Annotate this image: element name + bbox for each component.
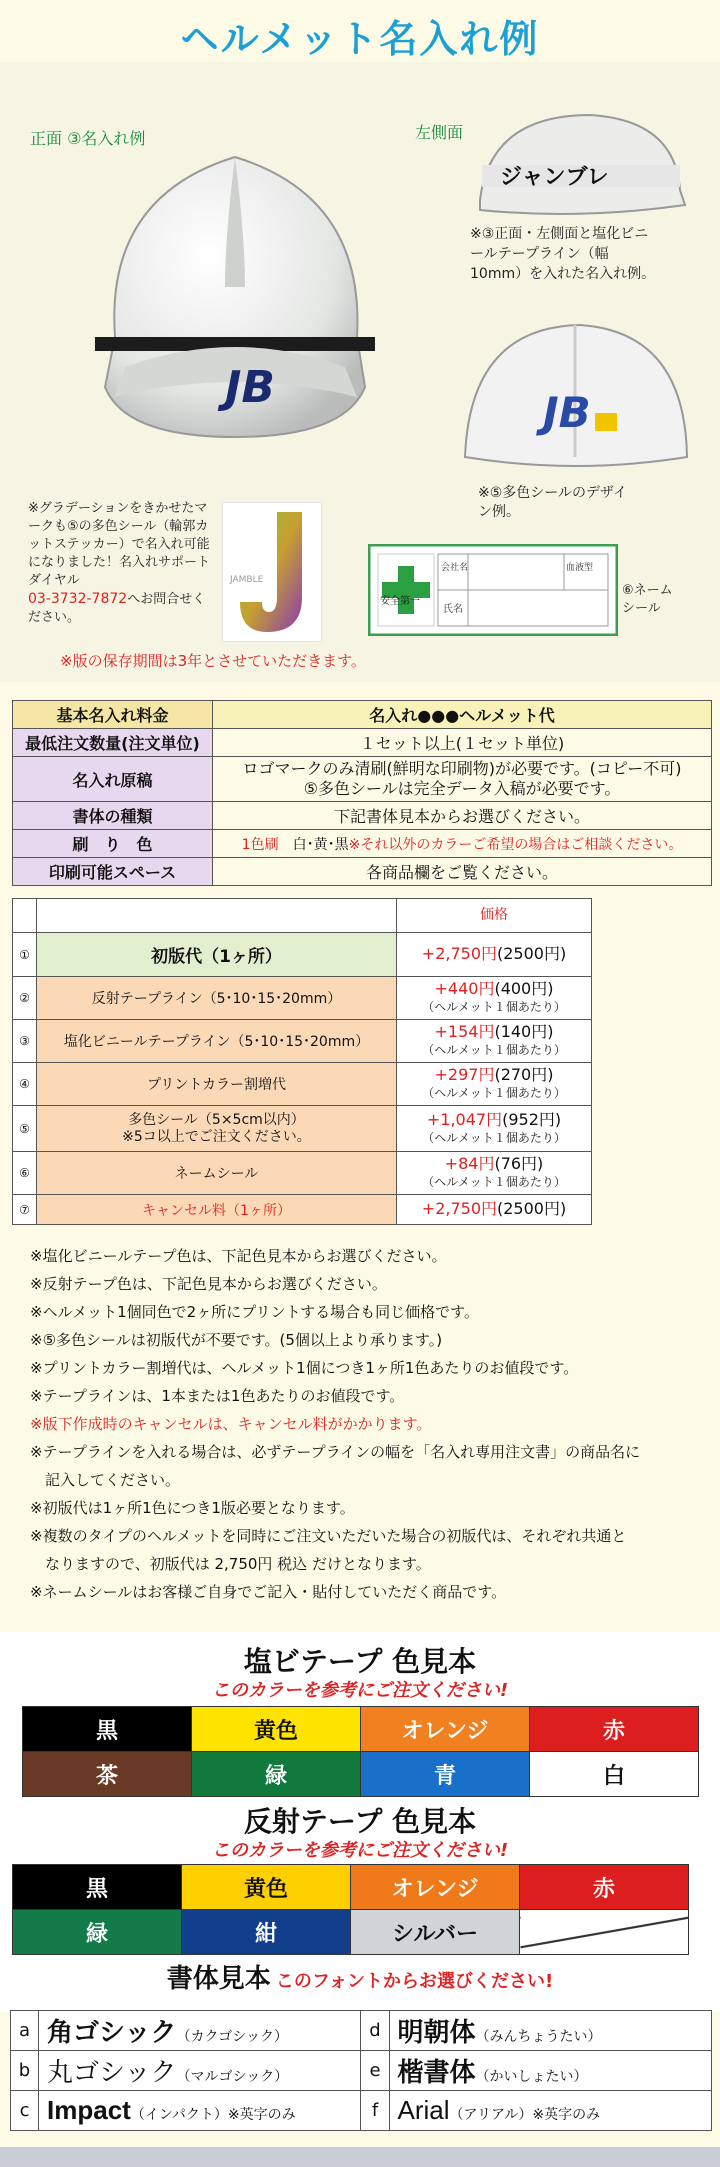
price-no-5: ⑥ <box>13 1152 37 1195</box>
price-sub-5: （ヘルメット１個あたり） <box>422 1175 566 1189</box>
price-name-4a: 多色シール（5×5cm以内） <box>128 1111 305 1128</box>
vinyl-swatch-black: 黒 <box>23 1707 192 1752</box>
font-mincho-reading: （みんちょうたい） <box>475 2029 602 2045</box>
fee-val-1: １セット以上(１セット単位) <box>213 729 712 757</box>
vinyl-swatch-yellow: 黄色 <box>192 1707 361 1752</box>
multi-seal-note: ※⑤多色シールのデザイン例。 <box>478 485 628 520</box>
note-4: ※プリントカラー割増代は、ヘルメット1個につき1ヶ所1色あたりのお値段です。 <box>30 1359 579 1377</box>
jb-logo-seal: JB <box>543 388 591 437</box>
reflect-swatch-yellow: 黄色 <box>182 1865 351 1910</box>
note-3: ※⑤多色シールは初版代が不要です。(5個以上より承ります。) <box>30 1331 443 1349</box>
reflect-swatch-navy: 紺 <box>182 1910 351 1955</box>
notes-list <box>30 1242 710 1606</box>
price-val-1: +440円 <box>434 979 495 998</box>
vinyl-swatch-red: 赤 <box>530 1707 699 1752</box>
price-tax-1: (400円) <box>494 979 554 998</box>
side-note: ※③正面・左側面と塩化ビニールテープライン（幅10mm）を入れた名入れ例。 <box>470 226 656 282</box>
save-period-note: ※版の保存期間は3年とさせていただきます。 <box>60 652 366 670</box>
fee-val-4c: ※それ以外のカラーご希望の場合はご相談ください。 <box>348 836 683 853</box>
fee-key-0: 基本名入れ料金 <box>13 701 213 729</box>
fee-table <box>12 700 712 886</box>
font-mincho: 明朝体 <box>397 2018 476 2048</box>
helmet-photo-area <box>0 62 720 682</box>
seal-safe-text: 安全第一 <box>380 596 420 607</box>
font-letter-a: a <box>11 2011 39 2051</box>
reflect-swatch-black: 黒 <box>13 1865 182 1910</box>
vinyl-swatch-white: 白 <box>530 1752 699 1797</box>
font-marugothic-reading: （マルゴシック） <box>176 2069 289 2085</box>
vinyl-swatch-table <box>22 1706 699 1797</box>
jb-logo-front: JB <box>225 362 275 413</box>
font-impact: Impact <box>47 2095 131 2125</box>
price-name-1: 反射テープライン（5･10･15･20mm） <box>37 977 397 1020</box>
note-5: ※テープラインは、1本または1色あたりのお値段です。 <box>30 1387 405 1405</box>
helmet-side-text: ジャンブレ <box>500 165 609 190</box>
price-val-2: +154円 <box>434 1022 495 1041</box>
reflect-swatch-red: 赤 <box>520 1865 689 1910</box>
price-sub-3: （ヘルメット１個あたり） <box>422 1086 566 1100</box>
note-8: 記入してください。 <box>30 1471 181 1489</box>
price-sub-1: （ヘルメット１個あたり） <box>422 1000 566 1014</box>
vinyl-swatch-brown: 茶 <box>23 1752 192 1797</box>
fee-val-2 <box>213 757 712 802</box>
fee-val-3: 下記書体見本からお選びください。 <box>213 802 712 830</box>
front-helmet-image <box>95 137 375 447</box>
gradation-note <box>28 500 218 627</box>
fee-val-5: 各商品欄をご覧ください。 <box>213 858 712 886</box>
fee-key-4: 刷 り 色 <box>13 830 213 858</box>
price-name-4b: ※5コ以上でご注文ください。 <box>122 1128 311 1145</box>
vinyl-title: 塩ビテープ 色見本 <box>243 1645 477 1678</box>
price-name-3: プリントカラー割増代 <box>37 1063 397 1106</box>
note-2: ※ヘルメット1個同色で2ヶ所にプリントする場合も同じ価格です。 <box>30 1303 479 1321</box>
note-10: ※複数のタイプのヘルメットを同時にご注文いただいた場合の初版代は、それぞれ共通と <box>30 1527 627 1545</box>
font-kaisho: 楷書体 <box>397 2058 476 2088</box>
gradation-note-text: ※グラデーションをきかせたマークも⑤の多色シール（輪郭カットステッカー）で名入れ可能になりました！名入れサポートダイヤル <box>28 501 211 588</box>
vinyl-subtitle: このカラーを参考にご注文ください! <box>211 1680 509 1701</box>
price-no-6: ⑦ <box>13 1195 37 1225</box>
note-7: ※テープラインを入れる場合は、必ずテープラインの幅を「名入れ専用注文書」の商品名に <box>30 1443 641 1461</box>
reflect-title: 反射テープ 色見本 <box>243 1805 477 1838</box>
fonts-heading <box>0 1958 720 1995</box>
fonts-table <box>10 2010 712 2131</box>
fee-key-3: 書体の種類 <box>13 802 213 830</box>
note-11: なりますので、初版代は 2,750円 税込 だけとなります。 <box>30 1555 431 1573</box>
price-header: 価格 <box>397 899 592 933</box>
price-name-5: ネームシール <box>37 1152 397 1195</box>
price-val-4: +1,047円 <box>426 1109 503 1129</box>
price-no-1: ② <box>13 977 37 1020</box>
front-label: 正面 ③名入れ例 <box>30 129 146 148</box>
price-val-0: +2,750円 <box>421 944 497 963</box>
price-tax-6: (2500円) <box>497 1199 567 1218</box>
jumble-j-logo <box>222 502 322 642</box>
reflect-swatch-empty <box>520 1910 689 1955</box>
font-kakugothic: 角ゴシック <box>47 2018 177 2048</box>
vinyl-swatch-orange: オレンジ <box>361 1707 530 1752</box>
gradation-note-tail: へお問合せください。 <box>28 592 206 625</box>
price-tax-3: (270円) <box>494 1065 554 1084</box>
seal-name-label: 氏名 <box>443 604 463 615</box>
font-impact-reading: （インパクト）※英字のみ <box>130 2107 296 2123</box>
fee-val-0: 名入れ●●●ヘルメット代 <box>213 701 712 729</box>
price-val-6: +2,750円 <box>421 1199 497 1218</box>
price-name-2: 塩化ビニールテープライン（5･10･15･20mm） <box>37 1020 397 1063</box>
font-letter-e: e <box>361 2051 389 2091</box>
price-tax-2: (140円) <box>494 1022 554 1041</box>
price-name-0: 初版代（1ヶ所） <box>37 933 397 977</box>
reflect-swatch-green: 緑 <box>13 1910 182 1955</box>
fee-key-1: 最低注文数量(注文単位) <box>13 729 213 757</box>
seal-helmet-image <box>455 317 695 477</box>
reflect-swatch-silver: シルバー <box>351 1910 520 1955</box>
vinyl-swatch-blue: 青 <box>361 1752 530 1797</box>
price-sub-4: （ヘルメット１個あたり） <box>422 1130 566 1145</box>
fee-val-4a: 1色刷 <box>241 836 293 853</box>
price-name-6: キャンセル料（1ヶ所） <box>37 1195 397 1225</box>
price-name-4 <box>37 1106 397 1152</box>
reflect-swatch-table <box>12 1864 689 1955</box>
note-0: ※塩化ビニールテープ色は、下記色見本からお選びください。 <box>30 1247 447 1265</box>
fonts-subtitle: このフォントからお選びください! <box>275 1971 554 1992</box>
footer-bar <box>0 2147 720 2167</box>
font-arial-reading: （アリアル）※英字のみ <box>449 2107 601 2123</box>
seal-company-label: 会社名 <box>441 563 469 573</box>
price-tax-5: (76円) <box>494 1154 544 1173</box>
font-letter-f: f <box>361 2091 389 2131</box>
price-val-5: +84円 <box>444 1154 495 1173</box>
font-kaisho-reading: （かいしょたい） <box>475 2069 588 2085</box>
side-helmet-image <box>470 110 690 220</box>
price-no-2: ③ <box>13 1020 37 1063</box>
price-no-3: ④ <box>13 1063 37 1106</box>
name-seal-label: ⑥ネームシール <box>622 583 673 616</box>
name-seal-image <box>368 544 618 636</box>
fee-val-2a: ロゴマークのみ清刷(鮮明な印刷物)が必要です。(コピー不可) <box>242 759 682 778</box>
note-12: ※ネームシールはお客様ご自身でご記入・貼付していただく商品です。 <box>30 1583 507 1601</box>
vinyl-swatch-green: 緑 <box>192 1752 361 1797</box>
fee-key-5: 印刷可能スペース <box>13 858 213 886</box>
fee-val-4 <box>213 830 712 858</box>
font-letter-b: b <box>11 2051 39 2091</box>
price-table <box>12 898 592 1225</box>
font-letter-d: d <box>361 2011 389 2051</box>
note-1: ※反射テープ色は、下記色見本からお選びください。 <box>30 1275 387 1293</box>
fee-key-2: 名入れ原稿 <box>13 757 213 802</box>
left-side-label: 左側面 <box>415 123 464 142</box>
font-kakugothic-reading: （カクゴシック） <box>176 2029 288 2045</box>
page-title: ヘルメット名入れ例 <box>180 17 540 61</box>
price-sub-2: （ヘルメット１個あたり） <box>422 1043 566 1057</box>
price-no-4: ⑤ <box>13 1106 37 1152</box>
fee-val-4b: 白･黄･黒 <box>292 836 349 853</box>
price-val-3: +297円 <box>434 1065 495 1084</box>
fonts-title: 書体見本 <box>166 1964 271 1994</box>
jumble-text: JAMBLE <box>230 575 264 585</box>
font-marugothic: 丸ゴシック <box>47 2058 177 2088</box>
price-tax-4: (952円) <box>502 1109 562 1129</box>
price-no-0: ① <box>13 933 37 977</box>
reflect-swatch-orange: オレンジ <box>351 1865 520 1910</box>
support-phone: 03-3732-7872 <box>28 591 128 607</box>
price-tax-0: (2500円) <box>497 944 567 963</box>
reflect-subtitle: このカラーを参考にご注文ください! <box>211 1840 509 1861</box>
note-9: ※初版代は1ヶ所1色につき1版必要となります。 <box>30 1499 355 1517</box>
seal-blood-label: 血液型 <box>566 563 594 573</box>
fee-val-2b: ⑤多色シールは完全データ入稿が必要です。 <box>303 779 621 798</box>
font-arial: Arial <box>397 2095 450 2125</box>
font-letter-c: c <box>11 2091 39 2131</box>
note-6: ※版下作成時のキャンセルは、キャンセル料がかかります。 <box>30 1415 432 1433</box>
